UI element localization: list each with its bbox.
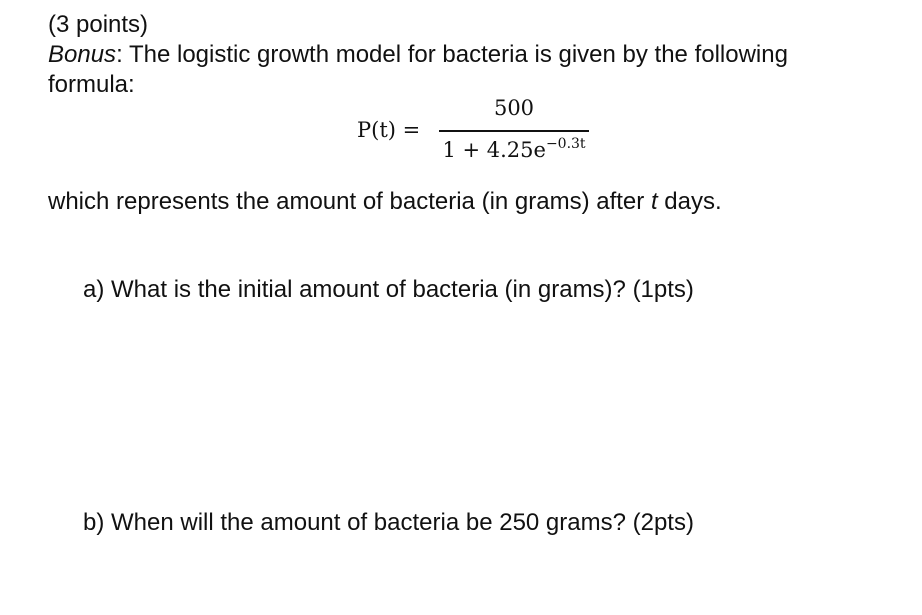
description-after: days.	[657, 188, 722, 215]
description-variable: t	[650, 188, 658, 215]
formula-denominator	[439, 136, 589, 162]
formula-fraction	[439, 96, 589, 166]
denominator-base: 1 + 4.25e	[442, 138, 546, 162]
bonus-label: Bonus	[48, 41, 117, 68]
bonus-text: : The logistic growth model for bacteria is given by the following	[116, 41, 788, 68]
formula-word: formula:	[48, 71, 135, 98]
description-before: which represents the amount of bacteria (in grams) after	[48, 188, 651, 215]
formula-lhs: P(t) =	[357, 118, 421, 142]
denominator-exponent: −0.3t	[545, 136, 586, 152]
question-b: b) When will the amount of bacteria be 250 grams? (2pts)	[83, 509, 694, 536]
question-a: a) What is the initial amount of bacteria (in grams)? (1pts)	[83, 276, 694, 303]
description-text	[48, 187, 722, 217]
fraction-bar	[439, 130, 589, 132]
bonus-intro	[48, 40, 788, 70]
points-label: (3 points)	[48, 11, 149, 38]
formula-numerator: 500	[493, 96, 535, 120]
logistic-formula	[357, 96, 617, 166]
